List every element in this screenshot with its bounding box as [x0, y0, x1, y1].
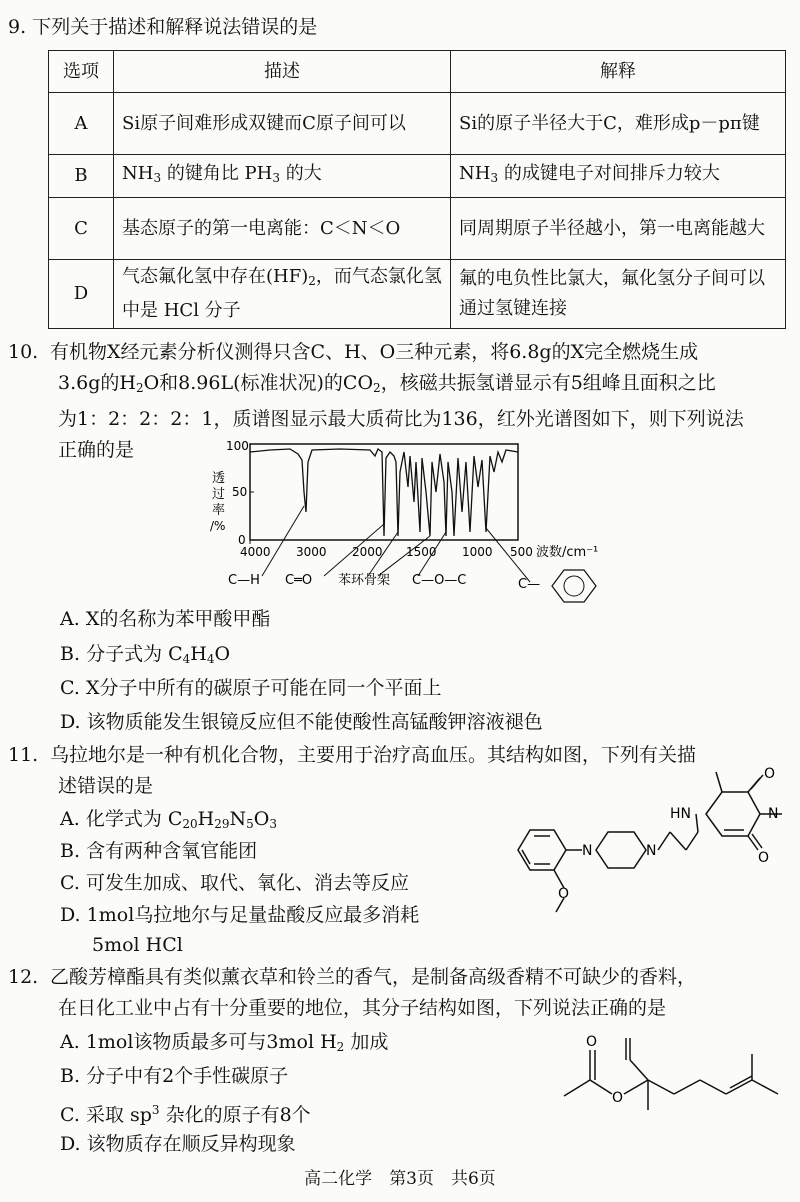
- q12-option-a[interactable]: [60, 1027, 388, 1063]
- q9-stem-text: 下列关于描述和解释说法错误的是: [32, 16, 318, 38]
- atom-hn: HN: [670, 806, 691, 822]
- text: 有机物X经元素分析仪测得只含C、H、O三种元素，将6.8g的X完全燃烧生成: [50, 341, 699, 363]
- ylabel-3: 率: [212, 503, 226, 518]
- q9-row-d-expl: 氟的电负性比氯大，氟化氢分子间可以通过氢键连接: [451, 260, 786, 329]
- q9-row-b-expl: [451, 155, 786, 198]
- q9-stem: [8, 12, 317, 43]
- q9-header-option: 选项: [49, 51, 114, 93]
- ylabel-1: 透: [212, 471, 226, 486]
- benzene-ring: [552, 570, 596, 602]
- subscript: 4: [182, 652, 191, 666]
- text: ，核磁共振氢谱显示有5组峰且面积之比: [380, 372, 716, 394]
- text: ，而气态氯化氢中是 HCl 分子: [122, 266, 442, 321]
- label: A.: [60, 1031, 80, 1053]
- text: 的键角比 PH: [161, 163, 273, 184]
- text: 含有两种含氧官能团: [86, 840, 258, 862]
- text: 气态氟化氢中存在(HF): [122, 266, 309, 287]
- atom-o-carbonyl: O: [586, 1034, 598, 1050]
- label: A.: [60, 608, 80, 630]
- linalyl-acetate-structure: [560, 1030, 790, 1130]
- subscript: 3: [490, 171, 499, 185]
- text: 杂化的原子有8个: [159, 1104, 311, 1126]
- q12-number: 12.: [8, 966, 39, 988]
- text: 采取 sp: [85, 1104, 152, 1126]
- text: 的成键电子对间排斥力较大: [498, 163, 720, 184]
- label: C.: [60, 1104, 80, 1126]
- band-ring: 苯环骨架: [338, 573, 391, 588]
- q9-row-a-expl: Si的原子半径大于C，难形成p－pπ键: [451, 93, 786, 155]
- subscript: 3: [153, 171, 162, 185]
- q12-line2: 在日化工业中占有十分重要的地位，其分子结构如图，下列说法正确的是: [58, 997, 667, 1019]
- band-leaders: [262, 506, 530, 582]
- ytick-50: 50: [232, 485, 248, 499]
- label: B.: [60, 1065, 81, 1087]
- q11-option-a[interactable]: [60, 804, 277, 840]
- page-footer: 高二化学 第3页 共6页: [304, 1169, 496, 1189]
- label: B.: [60, 840, 81, 862]
- table-row: [49, 93, 786, 155]
- q9-row-b-desc: [114, 155, 451, 198]
- q9-row-c-expl: 同周期原子半径越小，第一电离能越大: [451, 198, 786, 260]
- q9-table: [48, 50, 786, 329]
- q10-number: 10.: [8, 341, 39, 363]
- q12-option-c[interactable]: [60, 1095, 311, 1131]
- text: 分子中有2个手性碳原子: [86, 1065, 289, 1087]
- xtick-3000: 3000: [296, 545, 327, 559]
- band-ch: C—H: [228, 573, 260, 588]
- text: NH: [459, 163, 491, 184]
- text: 可发生加成、取代、氧化、消去等反应: [85, 872, 409, 894]
- q10-option-b[interactable]: [60, 639, 230, 675]
- text: 该物质能发生银镜反应但不能使酸性高锰酸钾溶液褪色: [86, 711, 543, 733]
- text: 分子式为 C: [86, 643, 183, 665]
- table-row: [49, 198, 786, 260]
- text: X分子中所有的碳原子可能在同一个平面上: [85, 677, 442, 699]
- q9-row-d-opt: D: [49, 260, 114, 329]
- text: 化学式为 C: [85, 808, 183, 830]
- q11-option-d[interactable]: [60, 900, 419, 931]
- q12-line1: [8, 962, 793, 993]
- text: 的大: [280, 163, 322, 184]
- xtick-500: 500: [510, 545, 533, 559]
- q10-option-d[interactable]: [60, 707, 543, 738]
- subscript: 3: [272, 171, 280, 185]
- label: D.: [60, 711, 81, 733]
- ylabel-2: 过: [212, 487, 226, 502]
- atom-n-piperazine-1: N: [582, 843, 593, 859]
- q11-line2: 述错误的是: [58, 775, 154, 797]
- xtick-1000: 1000: [462, 545, 493, 559]
- band-coc: C—O—C: [412, 573, 467, 588]
- ir-spectrum: [200, 432, 610, 612]
- q9-header-expl: 解释: [451, 51, 786, 93]
- x-unit: 波数/cm⁻¹: [536, 545, 599, 560]
- q9-row-a-desc: Si原子间难形成双键而C原子间可以: [114, 93, 451, 155]
- q10-option-c[interactable]: [60, 673, 441, 704]
- label: A.: [60, 808, 80, 830]
- urapidil-structure: [510, 760, 800, 920]
- text: O和8.96L(标准状况)的CO: [143, 372, 374, 394]
- q12-option-b[interactable]: [60, 1061, 288, 1092]
- text: 3.6g的H: [58, 372, 136, 394]
- text: H: [190, 643, 207, 665]
- text: H: [197, 808, 215, 830]
- text: 加成: [344, 1031, 389, 1053]
- ytick-0: 0: [238, 533, 246, 547]
- label: D.: [60, 1133, 81, 1155]
- q10-line2: [8, 368, 793, 404]
- text: 1mol该物质最多可与3mol H: [85, 1031, 337, 1053]
- q11-option-c[interactable]: [60, 868, 409, 899]
- xtick-2000: 2000: [352, 545, 383, 559]
- q9-row-c-opt: C: [49, 198, 114, 260]
- atom-n-methyl: N: [768, 806, 779, 822]
- q9-row-b-opt: B: [49, 155, 114, 198]
- subscript: 20: [182, 817, 198, 831]
- text: NH: [122, 163, 154, 184]
- table-row: [49, 155, 786, 198]
- subscript: 2: [308, 274, 316, 288]
- chain-link: [696, 814, 698, 832]
- subscript: 29: [214, 817, 230, 831]
- q9-row-a-opt: A: [49, 93, 114, 155]
- aromatic-circle: [564, 576, 584, 596]
- subscript: 3: [269, 817, 278, 831]
- q9-header-row: [49, 51, 786, 93]
- q10-option-a[interactable]: [60, 604, 270, 635]
- subscript: 2: [135, 381, 144, 395]
- q11-option-d-cont: [92, 930, 183, 961]
- atom-o-methoxy: O: [558, 886, 570, 902]
- q9-row-c-desc: 基态原子的第一电离能：C＜N＜O: [114, 198, 451, 260]
- band-c-phenyl: C—: [518, 577, 541, 592]
- text: 乌拉地尔是一种有机化合物，主要用于治疗高血压。其结构如图，下列有关描: [50, 744, 697, 766]
- band-co: C═O: [285, 573, 313, 588]
- subscript: 4: [206, 652, 215, 666]
- text: X的名称为苯甲酸甲酯: [85, 608, 271, 630]
- subscript: 2: [336, 1040, 345, 1054]
- text: 该物质存在顺反异构现象: [86, 1133, 296, 1155]
- xtick-1500: 1500: [406, 545, 437, 559]
- atom-o-top: O: [764, 766, 776, 782]
- text: N: [229, 808, 247, 830]
- ir-trace: [250, 449, 518, 536]
- q12-stem: [8, 962, 793, 1024]
- text: 5mol HCl: [92, 934, 183, 956]
- text: O: [214, 643, 231, 665]
- q9-row-d-desc: [114, 260, 451, 329]
- q10-line4: 正确的是: [58, 439, 135, 461]
- subscript: 5: [246, 817, 254, 831]
- q11-number: 11.: [8, 744, 39, 766]
- xtick-4000: 4000: [240, 545, 271, 559]
- q12-option-d[interactable]: [60, 1129, 296, 1160]
- q10-line1: [8, 337, 793, 368]
- q9-header-desc: 描述: [114, 51, 451, 93]
- table-row: [49, 260, 786, 329]
- text: 乙酸芳樟酯具有类似薰衣草和铃兰的香气，是制备高级香精不可缺少的香料，: [50, 966, 697, 988]
- label: C.: [60, 677, 80, 699]
- label: C.: [60, 872, 80, 894]
- atom-o-bottom: O: [758, 850, 770, 866]
- subscript: 2: [373, 381, 381, 395]
- q11-option-b[interactable]: [60, 836, 257, 867]
- text: O: [253, 808, 270, 830]
- atom-o-ester: O: [612, 1090, 624, 1106]
- atom-n-piperazine-2: N: [646, 843, 657, 859]
- ytick-100: 100: [226, 439, 249, 453]
- q9-number: 9.: [8, 16, 27, 38]
- text: 1mol乌拉地尔与足量盐酸反应最多消耗: [86, 904, 420, 926]
- label: B.: [60, 643, 81, 665]
- q10-line3: 为1：2：2：2：1，质谱图显示最大质荷比为136，红外光谱图如下，则下列说法: [58, 408, 744, 430]
- ylabel-4: /%: [210, 519, 226, 533]
- label: D.: [60, 904, 81, 926]
- superscript: 3: [151, 1103, 160, 1117]
